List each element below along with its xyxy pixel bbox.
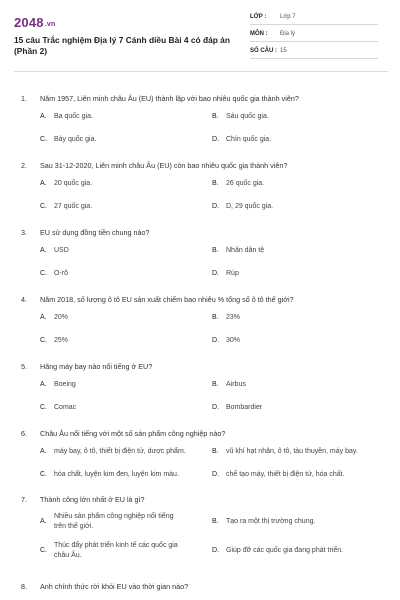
option-letter: A. [40, 448, 47, 455]
page-header [14, 10, 388, 61]
document-title: 15 câu Trắc nghiệm Địa lý 7 Cánh diều Bài 4 có đáp án (Phần 2) [14, 35, 230, 56]
option-c[interactable] [40, 470, 210, 480]
option-letter: A. [40, 247, 47, 254]
option-d[interactable] [212, 202, 387, 212]
option-letter: B. [212, 113, 219, 120]
option-a[interactable] [40, 313, 190, 323]
option-text: 30% [226, 337, 241, 344]
option-a[interactable] [40, 380, 190, 390]
option-a[interactable] [40, 112, 190, 122]
option-letter: B. [212, 180, 219, 187]
question-3 [21, 228, 389, 277]
option-c[interactable] [40, 541, 200, 560]
option-a[interactable] [40, 246, 190, 256]
meta-info [250, 10, 378, 61]
question-stem [21, 362, 389, 372]
question-number: 3. [21, 228, 27, 237]
question-2 [21, 161, 389, 210]
question-stem [21, 495, 389, 505]
option-letter: A. [40, 314, 47, 321]
option-letter: C. [40, 337, 47, 344]
option-text: Chín quốc gia. [226, 136, 272, 143]
meta-row-subject [250, 27, 378, 42]
option-text: Bombardier [226, 404, 263, 411]
question-stem [21, 295, 389, 305]
question-7 [21, 495, 389, 559]
question-text: Sau 31-12-2020, Liên minh châu Âu (EU) còn bao nhiêu quốc gia thành viên? [40, 161, 288, 170]
header-left [14, 10, 246, 61]
question-number: 7. [21, 495, 27, 504]
option-text: Sáu quốc gia. [226, 113, 269, 120]
option-text: chế tạo máy, thiết bị điện tử, hóa chất. [226, 471, 345, 478]
option-letter: A. [40, 517, 47, 525]
option-text: Boeing [54, 381, 76, 388]
option-letter: C. [40, 270, 47, 277]
option-text: 20 quốc gia. [54, 180, 93, 187]
question-stem [21, 228, 389, 238]
option-a[interactable] [40, 447, 210, 457]
question-text: Hãng máy bay nào nổi tiếng ở EU? [40, 362, 153, 371]
question-5 [21, 362, 389, 411]
option-a[interactable] [40, 179, 190, 189]
question-text: Thành công lớn nhất ở EU là gì? [40, 495, 145, 504]
option-a[interactable] [40, 512, 200, 531]
option-text: Nhân dân tệ [226, 247, 265, 254]
question-text: Châu Âu nổi tiếng với một số sản phẩm công nghiệp nào? [40, 429, 226, 438]
question-8 [21, 582, 389, 592]
option-letter: B. [212, 314, 219, 321]
option-c[interactable] [40, 269, 190, 279]
question-number: 5. [21, 362, 27, 371]
question-text: Năm 2018, số lượng ô tô EU sản xuất chiếm bao nhiêu % tổng số ô tô thế giới? [40, 295, 294, 304]
option-text: Tạo ra một thị trường chung. [226, 518, 316, 525]
option-text: Airbus [226, 381, 246, 388]
option-text: hóa chất, luyện kim đen, luyện kim màu. [54, 471, 179, 478]
option-letter: D. [212, 404, 219, 411]
option-text: 25% [54, 337, 69, 344]
option-text: vũ khí hạt nhân, ô tô, tàu thuyền, máy bay. [226, 448, 358, 455]
option-letter: A. [40, 381, 47, 388]
option-letter: A. [40, 180, 47, 187]
meta-key: SỐ CÂU : [250, 48, 277, 54]
option-text: Nhiều sản phẩm công nghiệp nổi tiếng trên thế giới. [54, 513, 174, 530]
option-d[interactable] [212, 403, 387, 413]
header-divider [14, 71, 388, 72]
option-letter: D. [212, 337, 219, 344]
option-text: Rúp [226, 270, 239, 277]
option-d[interactable] [212, 135, 387, 145]
question-number: 4. [21, 295, 27, 304]
option-b[interactable] [212, 112, 387, 122]
question-text: Anh chính thức rời khỏi EU vào thời gian nào? [40, 582, 189, 591]
question-6 [21, 429, 389, 478]
option-text: 23% [226, 314, 241, 321]
option-text: O-rô [54, 270, 68, 277]
question-number: 8. [21, 582, 27, 591]
option-b[interactable] [212, 313, 387, 323]
option-c[interactable] [40, 202, 190, 212]
option-text: 20% [54, 314, 69, 321]
option-letter: A. [40, 113, 47, 120]
option-d[interactable] [212, 546, 387, 556]
option-letter: D. [212, 547, 219, 554]
logo-text: 2048 [14, 15, 44, 30]
option-letter: C. [40, 471, 47, 478]
meta-key: MÔN : [250, 31, 268, 37]
question-number: 1. [21, 94, 27, 103]
site-logo[interactable] [14, 15, 246, 30]
question-stem [21, 161, 389, 171]
option-d[interactable] [212, 269, 387, 279]
meta-value: Lớp 7 [280, 14, 296, 20]
option-b[interactable] [212, 246, 387, 256]
option-letter: C. [40, 203, 47, 210]
option-b[interactable] [212, 179, 387, 189]
option-text: D, 29 quốc gia. [226, 203, 274, 210]
option-c[interactable] [40, 336, 190, 346]
option-text: Bảy quốc gia. [54, 136, 97, 143]
meta-value: 15 [280, 48, 287, 54]
question-stem [21, 582, 389, 592]
option-letter: C. [40, 404, 47, 411]
option-text: Giúp đỡ các quốc gia đang phát triển. [226, 547, 344, 554]
question-text: EU sử dụng đồng tiền chung nào? [40, 228, 150, 237]
option-d[interactable] [212, 336, 387, 346]
question-1 [21, 94, 389, 143]
option-c[interactable] [40, 403, 190, 413]
logo-suffix: .vn [44, 21, 56, 28]
option-text: 27 quốc gia. [54, 203, 93, 210]
option-letter: B. [212, 381, 219, 388]
question-4 [21, 295, 389, 344]
option-d[interactable] [212, 470, 387, 480]
option-letter: B. [212, 448, 219, 455]
option-letter: D. [212, 203, 219, 210]
question-stem [21, 429, 389, 439]
option-c[interactable] [40, 135, 190, 145]
question-stem [21, 94, 389, 104]
option-text: 26 quốc gia. [226, 180, 265, 187]
option-letter: C. [40, 546, 47, 554]
option-letter: B. [212, 518, 219, 525]
option-b[interactable] [212, 517, 387, 527]
question-number: 2. [21, 161, 27, 170]
option-text: máy bay, ô tô, thiết bị điện tử, dược phẩm. [54, 448, 186, 455]
meta-row-grade [250, 10, 378, 25]
option-letter: D. [212, 270, 219, 277]
meta-value: Địa lý [280, 31, 296, 37]
option-b[interactable] [212, 447, 387, 457]
question-text: Năm 1957, Liên minh châu Âu (EU) thành lập với bao nhiêu quốc gia thành viên? [40, 94, 299, 103]
meta-key: LỚP : [250, 14, 267, 20]
option-letter: C. [40, 136, 47, 143]
meta-row-count [250, 44, 378, 59]
option-letter: D. [212, 471, 219, 478]
question-number: 6. [21, 429, 27, 438]
option-letter: B. [212, 247, 219, 254]
option-text: USD [54, 247, 69, 254]
option-b[interactable] [212, 380, 387, 390]
option-letter: D. [212, 136, 219, 143]
option-text: Ba quốc gia. [54, 113, 93, 120]
option-text: Thúc đẩy phát triển kinh tế các quốc gia châu Âu. [54, 542, 178, 559]
option-text: Comac [54, 404, 77, 411]
